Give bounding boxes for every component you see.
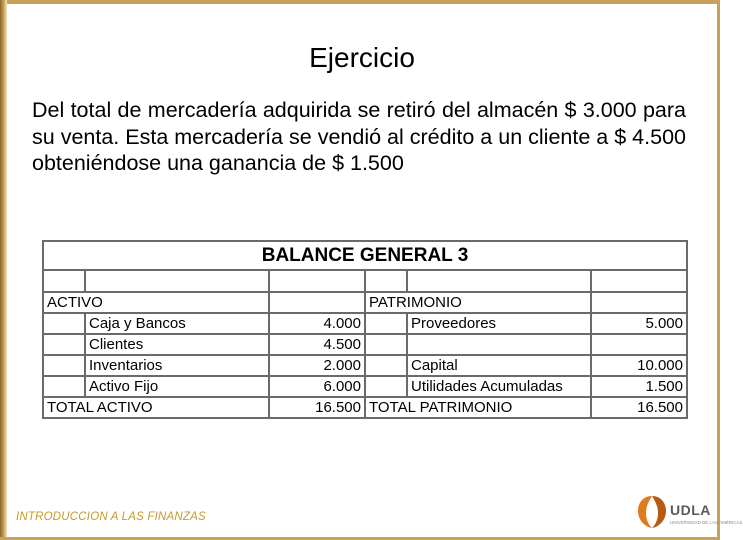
frame-right [717,0,720,540]
activo-value: 4.000 [269,313,365,334]
indent-cell [43,376,85,397]
udla-emblem-icon [636,494,668,530]
empty-cell [269,270,365,292]
patrimonio-value: 1.500 [591,376,687,397]
empty-cell [365,270,407,292]
activo-label: Clientes [85,334,269,355]
indent-cell [365,334,407,355]
activo-label: Caja y Bancos [85,313,269,334]
course-name: INTRODUCCION A LAS FINANZAS [16,511,206,523]
patrimonio-value [591,334,687,355]
table-row [43,376,687,397]
indent-cell [43,334,85,355]
section-header-row [43,292,687,313]
indent-cell [365,313,407,334]
table-row [43,334,687,355]
empty-cell [591,292,687,313]
patrimonio-header: PATRIMONIO [365,292,591,313]
empty-cell [591,270,687,292]
patrimonio-value: 5.000 [591,313,687,334]
spacer-row [43,270,687,292]
empty-cell [407,270,591,292]
udla-logo [636,494,743,534]
table-row [43,355,687,376]
empty-cell [85,270,269,292]
activo-value: 4.500 [269,334,365,355]
activo-label: Inventarios [85,355,269,376]
activo-value: 6.000 [269,376,365,397]
table-row [43,313,687,334]
patrimonio-value: 10.000 [591,355,687,376]
frame-left [0,0,7,540]
indent-cell [43,355,85,376]
total-activo-value: 16.500 [269,397,365,418]
activo-label: Activo Fijo [85,376,269,397]
total-patrimonio-value: 16.500 [591,397,687,418]
activo-header: ACTIVO [43,292,269,313]
activo-value: 2.000 [269,355,365,376]
totals-row [43,397,687,418]
exercise-text: Del total de mercadería adquirida se retiró del almacén $ 3.000 para su venta. Esta mercadería se vendió al crédito a un cliente a $ 4.500 obteniéndose una ganancia de $ 1.500 [32,98,686,175]
empty-cell [43,270,85,292]
balance-title: BALANCE GENERAL 3 [43,241,687,270]
patrimonio-label: Capital [407,355,591,376]
indent-cell [43,313,85,334]
indent-cell [365,376,407,397]
total-patrimonio-label: TOTAL PATRIMONIO [365,397,591,418]
indent-cell [365,355,407,376]
logo-text: UDLA [670,502,711,518]
total-activo-label: TOTAL ACTIVO [43,397,269,418]
logo-subtext: UNIVERSIDAD DE LAS AMÉRICAS [670,520,743,525]
patrimonio-label: Utilidades Acumuladas [407,376,591,397]
empty-cell [269,292,365,313]
balance-title-row [43,241,687,270]
patrimonio-label [407,334,591,355]
frame-top [0,0,720,4]
balance-table [42,240,688,419]
slide-title: Ejercicio [309,42,415,73]
patrimonio-label: Proveedores [407,313,591,334]
